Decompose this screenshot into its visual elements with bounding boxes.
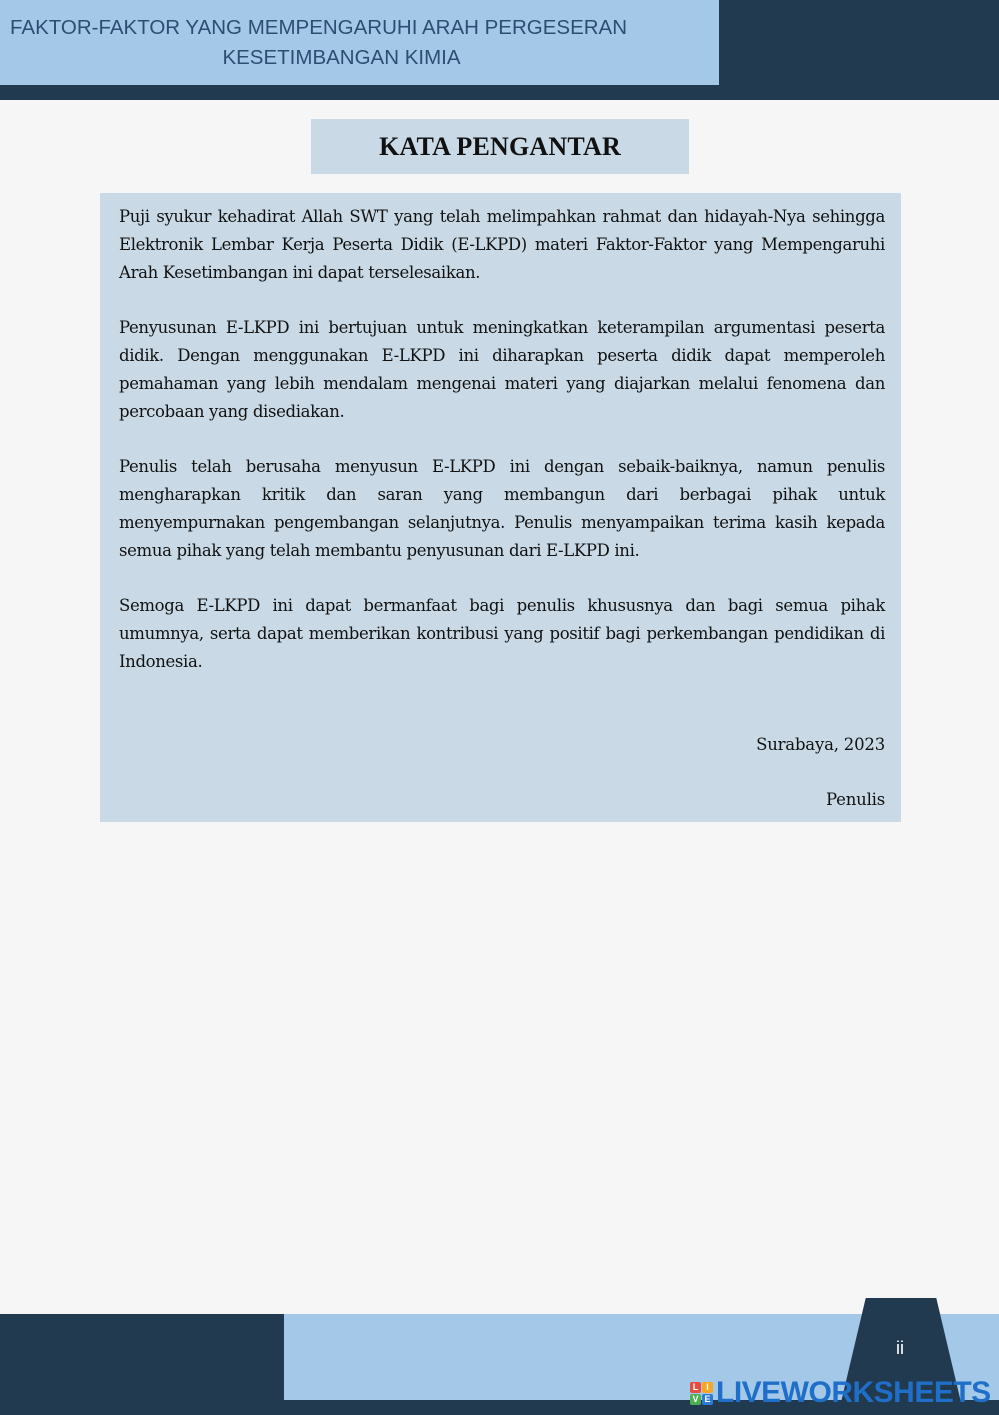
liveworksheets-watermark bbox=[690, 1376, 990, 1410]
page-title: KATA PENGANTAR bbox=[311, 119, 689, 174]
logo-letter-v: V bbox=[690, 1394, 701, 1405]
paragraph-3: Penulis telah berusaha menyusun E-LKPD ini dengan sebaik-baiknya, namun penulis mengharapkan kritik dan saran yang membangun dari berbagai pihak untuk menyempurnakan pengembangan selanjutnya. Penulis menyampaikan terima kasih kepada semua pihak yang telah membantu penyusunan dari E-LKPD ini. bbox=[119, 457, 885, 560]
page-number: ii bbox=[896, 1338, 904, 1358]
paragraph-1: Puji syukur kehadirat Allah SWT yang telah melimpahkan rahmat dan hidayah-Nya sehingga Elektronik Lembar Kerja Peserta Didik (E-LKPD) materi Faktor-Faktor yang Mempengaruhi Arah Kesetimbangan ini dapat terselesaikan. bbox=[119, 207, 885, 282]
logo-letter-i: I bbox=[702, 1382, 713, 1393]
foreword-content bbox=[100, 193, 901, 822]
header-title-line-2: KESETIMBANGAN KIMIA bbox=[222, 46, 461, 69]
header-title-line-1: FAKTOR-FAKTOR YANG MEMPENGARUHI ARAH PERGESERAN bbox=[10, 16, 628, 39]
watermark-text: LIVEWORKSHEETS bbox=[716, 1376, 991, 1409]
logo-letter-e: E bbox=[702, 1394, 713, 1405]
signature-author: Penulis bbox=[825, 790, 885, 810]
liveworksheets-logo-icon bbox=[690, 1382, 713, 1405]
signature-place-date: Surabaya, 2023 bbox=[756, 734, 885, 754]
paragraph-4: Semoga E-LKPD ini dapat bermanfaat bagi penulis khususnya dan bagi semua pihak umumnya, serta dapat memberikan kontribusi yang positif bagi perkembangan pendidikan di Indonesia. bbox=[119, 596, 885, 671]
paragraph-2: Penyusunan E-LKPD ini bertujuan untuk meningkatkan keterampilan argumentasi peserta didik. Dengan menggunakan E-LKPD ini diharapkan peserta didik dapat memperoleh pemahaman yang lebih mendalam mengenai materi yang diajarkan melalui fenomena dan percobaan yang disediakan. bbox=[119, 318, 885, 421]
logo-letter-l: L bbox=[690, 1382, 701, 1393]
header-title-banner bbox=[0, 0, 719, 85]
